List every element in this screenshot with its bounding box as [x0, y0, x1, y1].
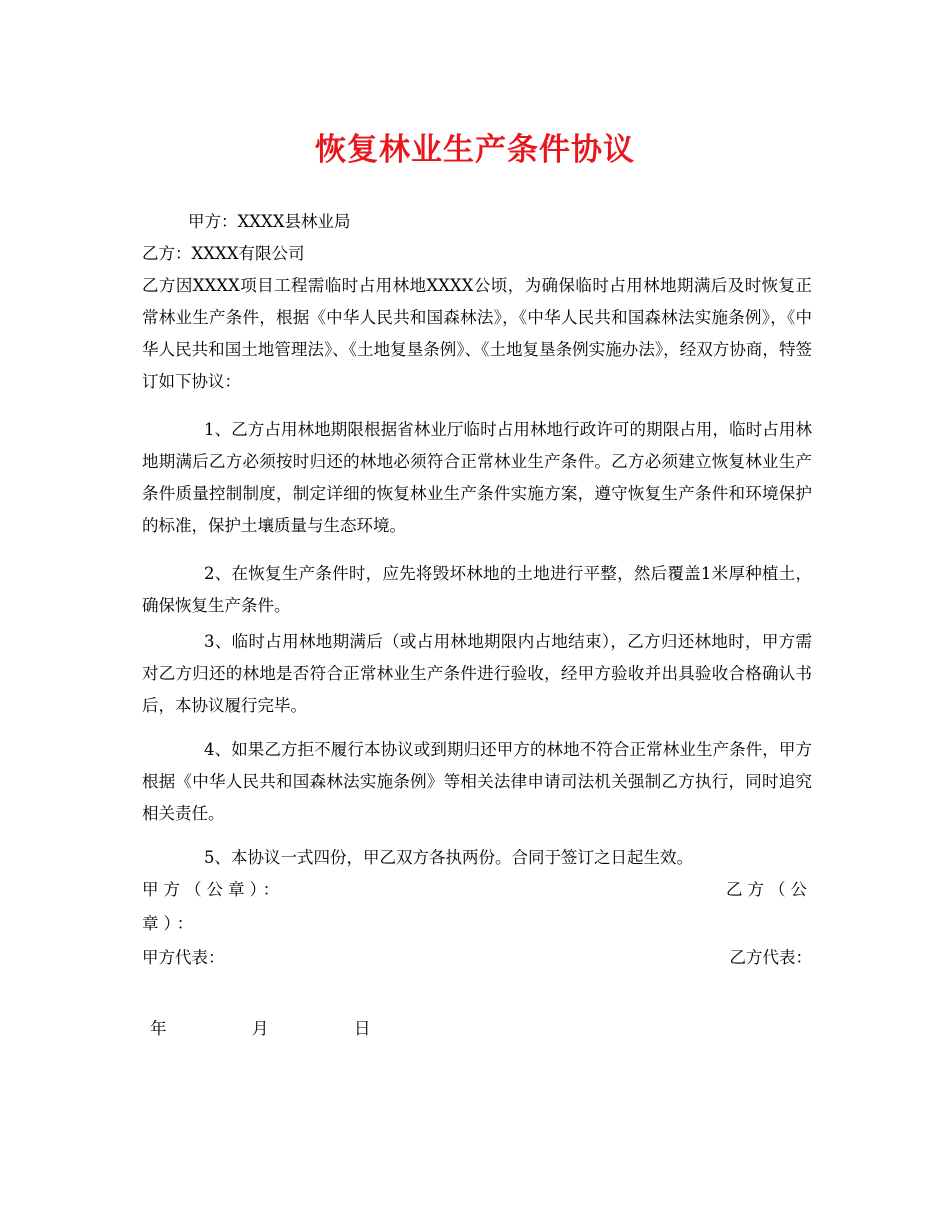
party-a-seal-label: 甲方（公章）： [142, 880, 285, 899]
party-a-representative-label: 甲方代表： [142, 948, 225, 967]
party-b-seal-label-cont: 章）： [142, 914, 199, 933]
clause-2: 2、在恢复生产条件时，应先将毁坏林地的土地进行平整，然后覆盖1米厚种植土，确保恢复生产条件。 [142, 564, 812, 615]
preamble-paragraph: 乙方因XXXX项目工程需临时占用林地XXXX公顷，为确保临时占用林地期满后及时恢复正常林业生产条件，根据《中华人民共和国森林法》，《中华人民共和国森林法实施条例》，《中华人民共和国土地管理法》、《土地复垦条例》、《土地复垦条例实施办法》，经双方协商，特签订如下协议： [142, 276, 812, 391]
clause-4: 4、如果乙方拒不履行本协议或到期归还甲方的林地不符合正常林业生产条件，甲方根据《中华人民共和国森林法实施条例》等相关法律申请司法机关强制乙方执行，同时追究相关责任。 [142, 740, 812, 823]
party-a-line: 甲方：XXXX县林业局 [188, 212, 351, 231]
clause-5: 5、本协议一式四份，甲乙双方各执两份。合同于签订之日起生效。 [204, 848, 693, 867]
date-year-label: 年 [150, 1019, 167, 1038]
clause-3: 3、临时占用林地期满后（或占用林地期限内占地结束），乙方归还林地时，甲方需对乙方归还的林地是否符合正常林业生产条件进行验收，经甲方验收并出具验收合格确认书后，本协议履行完毕。 [142, 632, 812, 715]
clause-1: 1、乙方占用林地期限根据省林业厅临时占用林地行政许可的期限占用，临时占用林地期满后乙方必须按时归还的林地必须符合正常林业生产条件。乙方必须建立恢复林业生产条件质量控制制度，制定详细的恢复林业生产条件实施方案，遵守恢复生产条件和环境保护的标准，保护土壤质量与生态环境。 [142, 420, 812, 535]
party-b-seal-label: 乙方（公 [726, 880, 812, 899]
date-day-label: 日 [354, 1019, 371, 1038]
party-b-representative-label: 乙方代表： [729, 948, 812, 967]
document-title: 恢复林业生产条件协议 [315, 132, 635, 168]
party-b-line: 乙方：XXXX有限公司 [142, 244, 305, 263]
date-month-label: 月 [252, 1019, 269, 1038]
